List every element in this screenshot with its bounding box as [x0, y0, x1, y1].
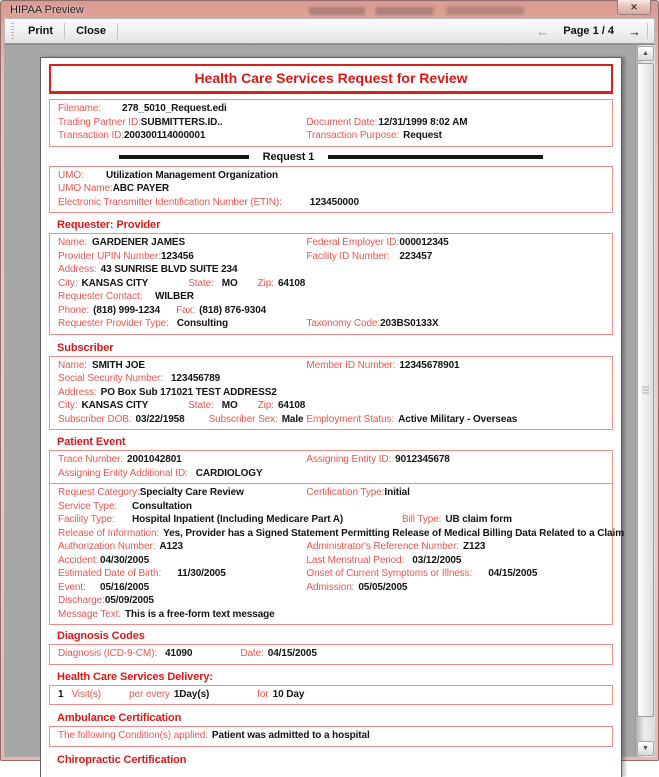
- subscriber-name-value: SMITH JOE: [92, 359, 145, 371]
- ambulance-condition-row: [58, 729, 604, 743]
- requester-upin-row: [58, 250, 604, 264]
- assigning-addl-value: CARDIOLOGY: [195, 467, 263, 479]
- ssn-row: [58, 372, 604, 386]
- requester-address-value: 43 SUNRISE BLVD SUITE 234: [100, 264, 238, 275]
- requester-contact-row: [58, 290, 604, 304]
- federal-employer-label: Federal Employer ID:: [306, 237, 399, 248]
- dob-label: Subscriber DOB:: [58, 413, 132, 425]
- trace-value: 2001042801: [127, 454, 182, 465]
- service-type-value: Consultation: [132, 500, 192, 512]
- certification-type-value: Initial: [384, 487, 410, 498]
- etin-row: [58, 196, 604, 210]
- ssn-label: Social Security Number:: [58, 373, 163, 384]
- fax-label: Fax:: [176, 304, 196, 316]
- facility-id-label: Facility ID Number:: [306, 250, 390, 262]
- scroll-down-icon: ▼: [642, 745, 649, 752]
- toolbar-separator: [64, 23, 65, 39]
- umo-row: [58, 169, 604, 183]
- filename-label: Filename:: [58, 103, 102, 114]
- banner-bar-right: [328, 155, 543, 159]
- delivery-for-label: for: [257, 688, 269, 700]
- facility-type-label: Facility Type:: [58, 514, 115, 525]
- request-category-label: Request Category:: [58, 487, 140, 498]
- subscriber-address-label: Address:: [58, 386, 97, 398]
- ambulance-heading: Ambulance Certification: [57, 712, 182, 724]
- message-text-value: This is a free-form text message: [125, 608, 275, 620]
- toolbar-separator: [647, 23, 648, 39]
- umo-name-label: UMO Name:: [58, 183, 113, 194]
- event-label: Event:: [58, 581, 86, 593]
- employment-value: Active Military - Overseas: [398, 413, 518, 425]
- requester-name-row: [58, 236, 604, 250]
- ssn-value: 123456789: [170, 373, 221, 384]
- upin-value: 123456: [160, 250, 194, 262]
- assigning-entity-label: Assigning Entity ID:: [306, 454, 392, 465]
- diagnosis-code-value: 41090: [165, 648, 193, 659]
- discharge-row: [58, 594, 604, 608]
- trading-partner-value: SUBMITTERS.ID..: [140, 116, 223, 128]
- titlebar[interactable]: [4, 1, 655, 18]
- subscriber-zip-label: Zip:: [257, 400, 274, 411]
- requester-zip-label: Zip:: [257, 277, 274, 289]
- member-id-value: 12345678901: [399, 359, 460, 371]
- patient-event-heading: Patient Event: [57, 436, 126, 448]
- delivery-unit-label: Visit(s): [71, 688, 102, 700]
- etin-label: Electronic Transmitter Identification Number (ETIN):: [58, 196, 282, 208]
- discharge-value: 05/09/2005: [104, 595, 154, 606]
- transaction-id-row: [58, 129, 604, 143]
- release-value: Yes, Provider has a Signed Statement Permitting Release of Medical Billing Data Related to a Claim: [163, 527, 624, 539]
- requester-zip-value: 64108: [277, 277, 306, 289]
- service-type-label: Service Type:: [58, 500, 118, 512]
- document-title: Health Care Services Request for Review: [194, 70, 468, 86]
- upin-label: Provider UPIN Number:: [58, 250, 161, 262]
- transaction-purpose-label: Transaction Purpose:: [306, 130, 400, 141]
- subscriber-zip-value: 64108: [277, 400, 306, 411]
- diagnosis-row: [58, 647, 604, 661]
- est-birth-row: [58, 567, 604, 581]
- filename-value: 278_5010_Request.edi: [122, 103, 227, 114]
- document-date-value: 12/31/1999 8:02 AM: [378, 116, 468, 128]
- authorization-label: Authorization Number:: [58, 541, 156, 552]
- subscriber-city-value: KANSAS CITY: [81, 400, 149, 411]
- authorization-value: A123: [159, 541, 183, 552]
- document-viewer: [4, 44, 655, 766]
- ambulance-condition-label: The following Condition(s) applied:: [58, 730, 208, 741]
- titlebar-ghost-text: [309, 7, 524, 15]
- vertical-scrollbar[interactable]: [635, 45, 655, 757]
- authorization-row: [58, 540, 604, 554]
- request-banner-label: Request 1: [262, 150, 315, 163]
- subscriber-box: [49, 356, 613, 431]
- banner-bar-left: [119, 155, 249, 159]
- subscriber-heading: Subscriber: [57, 341, 114, 354]
- requester-city-label: City:: [58, 277, 78, 289]
- release-row: [58, 527, 624, 541]
- print-button[interactable]: Print: [19, 22, 62, 40]
- bill-type-value: UB claim form: [445, 514, 512, 525]
- fax-value: (818) 876-9304: [199, 304, 267, 316]
- est-birth-value: 11/30/2005: [177, 568, 226, 579]
- delivery-quantity-value: 1: [58, 688, 64, 700]
- employment-label: Employment Status:: [306, 413, 395, 425]
- event-row: [58, 581, 604, 595]
- member-id-label: Member ID Number:: [306, 359, 396, 371]
- umo-name-row: [58, 182, 604, 196]
- facility-type-row: [58, 513, 604, 527]
- previous-page-icon[interactable]: ←: [536, 23, 550, 39]
- diagnosis-code-label: Diagnosis (ICD-9-CM):: [58, 648, 158, 659]
- delivery-box: [49, 685, 613, 706]
- toolbar-separator: [117, 23, 118, 39]
- phone-label: Phone:: [58, 304, 90, 316]
- accident-row: [58, 554, 604, 568]
- patient-event-id-box: [49, 450, 613, 484]
- scrollbar-thumb[interactable]: [637, 63, 654, 717]
- message-text-row: [58, 608, 604, 622]
- certification-type-label: Certification Type:: [306, 487, 385, 498]
- request-category-value: Specialty Care Review: [139, 487, 244, 498]
- delivery-period-value: 1Day(s): [173, 688, 210, 700]
- requester-contact-value: WILBER: [155, 291, 194, 302]
- admin-ref-value: Z123: [462, 541, 486, 552]
- requester-name-value: GARDENER JAMES: [92, 237, 186, 248]
- requester-contact-label: Requester Contact:: [58, 291, 143, 302]
- ambulance-box: [49, 726, 613, 747]
- window-close-button[interactable]: [617, 0, 651, 15]
- toolbar: [4, 18, 655, 44]
- subscriber-state-value: MO: [221, 400, 238, 411]
- patient-event-detail-box: [49, 483, 624, 625]
- accident-label: Accident:: [58, 554, 99, 566]
- filename-row: [58, 102, 604, 116]
- discharge-label: Discharge:: [58, 595, 105, 606]
- subscriber-address-row: [58, 386, 604, 400]
- assigning-entity-value: 9012345678: [395, 454, 450, 465]
- provider-type-label: Requester Provider Type:: [58, 318, 169, 329]
- delivery-heading: Health Care Services Delivery:: [57, 670, 213, 683]
- admission-label: Admission:: [306, 581, 355, 593]
- onset-label: Onset of Current Symptoms or Illness:: [306, 568, 473, 579]
- service-type-row: [58, 500, 604, 514]
- requester-phone-row: [58, 304, 604, 318]
- toolbar-grip-icon: [11, 23, 14, 39]
- accident-value: 04/30/2005: [100, 554, 150, 566]
- transaction-purpose-value: Request: [403, 130, 442, 141]
- requester-address-label: Address:: [58, 264, 97, 275]
- dob-value: 03/22/1958: [135, 413, 185, 425]
- subscriber-dob-row: [58, 413, 604, 427]
- trading-partner-label: Trading Partner ID:: [58, 116, 141, 128]
- onset-value: 04/15/2005: [488, 568, 538, 579]
- release-label: Release of Information:: [58, 527, 160, 539]
- chiropractic-heading: Chiropractic Certification: [57, 753, 187, 766]
- umo-box: [49, 166, 613, 214]
- federal-employer-value: 000012345: [399, 237, 449, 248]
- scroll-down-button[interactable]: [637, 741, 654, 756]
- lmp-label: Last Menstrual Period:: [306, 554, 405, 566]
- scroll-up-icon: ▲: [642, 50, 649, 57]
- window-title: HIPAA Preview: [10, 3, 84, 16]
- subscriber-state-label: State:: [188, 400, 214, 411]
- etin-value: 123450000: [309, 196, 359, 208]
- sex-value: Male: [281, 413, 304, 425]
- admin-ref-label: Administrator's Reference Number:: [306, 541, 459, 552]
- sex-label: Subscriber Sex:: [208, 413, 278, 425]
- trading-partner-row: [58, 116, 604, 130]
- assigning-addl-row: [58, 467, 604, 481]
- admission-value: 05/05/2005: [358, 581, 408, 593]
- umo-label: UMO:: [58, 169, 84, 181]
- provider-type-value: Consulting: [176, 318, 229, 329]
- delivery-per-label: per every: [129, 688, 170, 700]
- est-birth-label: Estimated Date of Birth:: [58, 568, 162, 579]
- transaction-id-label: Transaction ID:: [58, 130, 124, 141]
- event-value: 05/16/2005: [100, 581, 150, 593]
- umo-value: Utilization Management Organization: [106, 169, 279, 181]
- requester-state-value: MO: [221, 277, 238, 289]
- trace-row: [58, 453, 604, 467]
- phone-value: (818) 999-1234: [93, 304, 161, 316]
- scroll-up-button[interactable]: [637, 46, 654, 61]
- requester-box: [49, 233, 613, 335]
- subscriber-city-label: City:: [58, 400, 78, 411]
- document-page: [40, 57, 622, 777]
- request-banner: [41, 151, 621, 163]
- subscriber-city-row: [58, 399, 604, 413]
- delivery-duration-value: 10 Day: [272, 688, 305, 700]
- requester-city-value: KANSAS CITY: [81, 277, 149, 289]
- subscriber-name-row: [58, 359, 604, 373]
- diagnosis-heading: Diagnosis Codes: [57, 630, 145, 642]
- ambulance-condition-value: Patient was admitted to a hospital: [211, 730, 370, 741]
- transaction-id-value: 200300114000001: [123, 130, 206, 141]
- assigning-addl-label: Assigning Entity Additional ID:: [58, 467, 188, 479]
- next-page-icon[interactable]: →: [628, 23, 641, 39]
- close-button[interactable]: Close: [67, 22, 115, 40]
- requester-name-label: Name:: [58, 237, 87, 248]
- delivery-row: [58, 688, 604, 702]
- requester-type-row: [58, 317, 604, 331]
- taxonomy-label: Taxonomy Code:: [306, 318, 381, 329]
- file-info-box: [49, 99, 613, 147]
- scrollbar-grip-icon: [642, 387, 649, 394]
- subscriber-address-value: PO Box Sub 171021 TEST ADDRESS2: [100, 386, 277, 398]
- document-title-box: [49, 64, 613, 94]
- request-category-row: [58, 486, 604, 500]
- bill-type-label: Bill Type:: [401, 514, 442, 525]
- message-text-label: Message Text:: [58, 608, 121, 620]
- lmp-value: 03/12/2005: [412, 554, 462, 566]
- close-icon: ✕: [630, 1, 638, 12]
- facility-type-value: Hospital Inpatient (Including Medicare Part A): [132, 514, 344, 525]
- diagnosis-box: [49, 644, 613, 665]
- trace-label: Trace Number:: [58, 454, 124, 465]
- umo-name-value: ABC PAYER: [112, 183, 170, 194]
- facility-id-value: 223457: [399, 250, 433, 262]
- page-indicator: Page 1 / 4: [563, 25, 614, 37]
- requester-address-row: [58, 263, 604, 277]
- diagnosis-date-value: 04/15/2005: [267, 648, 317, 659]
- taxonomy-value: 203BS0133X: [380, 318, 439, 329]
- diagnosis-date-label: Date:: [240, 648, 264, 659]
- document-date-label: Document Date:: [306, 116, 378, 128]
- requester-heading: Requester: Provider: [57, 219, 161, 231]
- requester-state-label: State:: [188, 277, 214, 289]
- subscriber-name-label: Name:: [58, 359, 87, 371]
- requester-city-row: [58, 277, 604, 291]
